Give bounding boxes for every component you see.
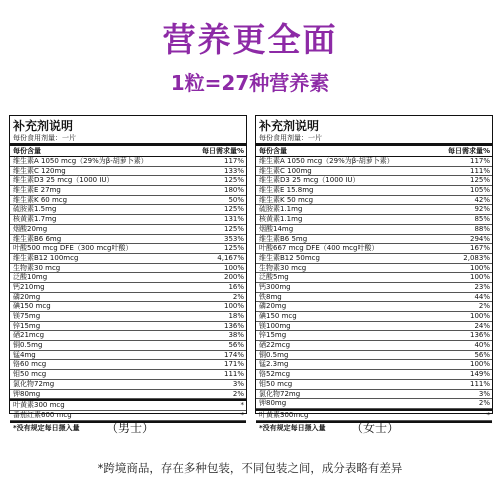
nutrient-daily-value: 42% xyxy=(474,195,490,204)
headline: 营养更全面 xyxy=(162,20,338,59)
nutrient-name: 番茄红素600 mcg xyxy=(13,410,72,419)
nutrient-row xyxy=(256,293,492,303)
nutrient-daily-value: 117% xyxy=(469,157,490,165)
nutrient-daily-value: 174% xyxy=(223,350,244,359)
nutrient-name: 生物素30 mcg xyxy=(13,263,61,272)
nutrient-name: 铁8mg xyxy=(259,292,282,301)
nutrient-row xyxy=(256,312,492,322)
nutrient-name: 氯化物72mg xyxy=(13,379,55,388)
nutrient-name: 维生素B12 100mcg xyxy=(13,253,79,262)
nutrient-name: 硒21mcg xyxy=(13,331,45,340)
nutrient-row xyxy=(256,283,492,293)
nutrient-name: 烟酸14mg xyxy=(259,224,294,233)
nutrient-row xyxy=(10,341,246,351)
nutrient-row xyxy=(256,264,492,274)
nutrient-daily-value: 85% xyxy=(474,215,490,224)
nutrient-daily-value: 111% xyxy=(223,370,244,379)
column-header xyxy=(256,146,492,157)
nutrient-daily-value: 2% xyxy=(232,292,244,301)
column-daily-value: 每日需求量% xyxy=(447,147,490,155)
nutrient-name: 叶酸500 mcg DFE（300 mcg叶酸） xyxy=(13,244,133,253)
nutrient-row xyxy=(256,205,492,215)
nutrient-name: 磷20mg xyxy=(259,302,287,311)
nutrient-name: 钾80mg xyxy=(259,399,287,408)
nutrient-name: 叶酸667 mcg DFE（400 mcg叶酸） xyxy=(259,244,379,253)
nutrient-name: 铜0.5mg xyxy=(259,350,289,359)
nutrient-name: 钙210mg xyxy=(13,282,45,291)
nutrient-row xyxy=(10,254,246,264)
nutrient-row xyxy=(10,370,246,380)
nutrient-row xyxy=(256,186,492,196)
nutrient-name: 锰2.3mg xyxy=(259,360,289,369)
footnote: *没有规定每日摄入量 xyxy=(10,421,246,434)
nutrient-name: 碘150 mcg xyxy=(13,302,51,311)
nutrient-row xyxy=(10,322,246,332)
caption-female: （女士） xyxy=(351,421,400,435)
nutrient-name: 维生素B6 5mg xyxy=(259,234,308,243)
nutrient-daily-value: 111% xyxy=(469,379,490,388)
nutrient-row xyxy=(10,235,246,245)
nutrient-name: 钼50 mcg xyxy=(13,370,47,379)
nutrient-daily-value: 2,083% xyxy=(463,253,490,262)
nutrient-row xyxy=(10,302,246,312)
nutrient-row xyxy=(10,167,246,177)
nutrient-daily-value: 125% xyxy=(223,176,244,185)
nutrient-daily-value: 92% xyxy=(474,205,490,214)
nutrient-row xyxy=(10,331,246,341)
nutrient-row xyxy=(256,225,492,235)
nutrient-row xyxy=(10,351,246,361)
nutrient-name: 铜0.5mg xyxy=(13,341,43,350)
nutrient-daily-value: 24% xyxy=(474,321,490,330)
nutrient-row xyxy=(10,399,246,411)
column-header xyxy=(10,146,246,157)
nutrient-row xyxy=(256,235,492,245)
nutrient-row xyxy=(10,312,246,322)
nutrient-daily-value: 125% xyxy=(223,205,244,214)
nutrient-daily-value: 4,167% xyxy=(217,253,244,262)
nutrient-daily-value: 149% xyxy=(469,370,490,379)
nutrient-row xyxy=(10,360,246,370)
nutrient-row xyxy=(256,399,492,409)
nutrient-rows xyxy=(256,157,492,421)
nutrient-daily-value: 2% xyxy=(232,389,244,398)
nutrient-row xyxy=(256,380,492,390)
nutrient-row xyxy=(256,273,492,283)
nutrient-daily-value: 16% xyxy=(228,282,244,291)
nutrient-name: 核黄素1.7mg xyxy=(13,215,57,224)
nutrient-daily-value: 100% xyxy=(223,302,244,311)
nutrient-name: 硫胺素1.1mg xyxy=(259,205,303,214)
nutrient-row xyxy=(10,264,246,274)
nutrient-row xyxy=(10,390,246,400)
nutrient-daily-value: * xyxy=(240,410,244,419)
nutrient-name: 碘150 mcg xyxy=(259,312,297,320)
nutrient-row xyxy=(256,196,492,206)
nutrient-name: 钾80mg xyxy=(13,389,41,398)
nutrient-name: 硒22mcg xyxy=(259,341,291,350)
nutrient-row xyxy=(256,341,492,351)
nutrient-row xyxy=(256,254,492,264)
serving-size: 每份食用剂量：一片 xyxy=(256,134,492,146)
nutrient-name: 维生素B6 6mg xyxy=(13,234,62,243)
nutrient-daily-value: 294% xyxy=(469,234,490,243)
nutrient-row xyxy=(256,215,492,225)
nutrient-name: 维生素C 100mg xyxy=(259,166,312,175)
nutrient-name: 泛酸5mg xyxy=(259,273,289,282)
nutrient-daily-value: 167% xyxy=(469,244,490,253)
nutrient-row xyxy=(256,302,492,312)
nutrient-row xyxy=(256,390,492,400)
nutrient-daily-value: 38% xyxy=(228,331,244,340)
nutrient-name: 维生素C 120mg xyxy=(13,166,66,175)
nutrient-name: 维生素D3 25 mcg（1000 IU） xyxy=(13,176,114,185)
nutrient-daily-value: 56% xyxy=(474,350,490,359)
nutrient-daily-value: 105% xyxy=(469,186,490,195)
nutrient-daily-value: 3% xyxy=(478,389,490,398)
caption-male: （男士） xyxy=(106,421,155,435)
nutrient-name: 维生素D3 25 mcg（1000 IU） xyxy=(259,176,360,185)
nutrient-daily-value: 3% xyxy=(232,379,244,388)
nutrient-daily-value: 136% xyxy=(223,321,244,330)
nutrient-daily-value: 88% xyxy=(474,224,490,233)
nutrient-daily-value: 50% xyxy=(228,195,244,204)
nutrient-row xyxy=(10,293,246,303)
nutrient-daily-value: 200% xyxy=(223,273,244,282)
nutrient-row xyxy=(256,360,492,370)
nutrient-daily-value: 18% xyxy=(228,312,244,320)
nutrient-name: 叶黄素300 mcg xyxy=(13,401,65,410)
nutrient-name: 维生素E 15.8mg xyxy=(259,186,314,195)
nutrient-daily-value: 133% xyxy=(223,166,244,175)
nutrient-name: 锰4mg xyxy=(13,350,36,359)
column-amount: 每份含量 xyxy=(259,147,287,155)
nutrient-row xyxy=(10,380,246,390)
nutrient-row xyxy=(10,273,246,283)
nutrient-row xyxy=(10,205,246,215)
nutrient-row xyxy=(256,176,492,186)
nutrient-name: 核黄素1.1mg xyxy=(259,215,303,224)
nutrient-daily-value: 353% xyxy=(223,234,244,243)
nutrient-daily-value: 2% xyxy=(478,399,490,408)
nutrient-daily-value: 125% xyxy=(223,244,244,253)
nutrient-daily-value: 125% xyxy=(223,224,244,233)
nutrient-name: 镁75mg xyxy=(13,312,41,320)
nutrient-row xyxy=(256,157,492,167)
nutrient-row xyxy=(256,331,492,341)
nutrient-row xyxy=(10,196,246,206)
nutrient-name: 维生素A 1050 mcg（29%为β-胡萝卜素） xyxy=(259,157,394,165)
nutrient-row xyxy=(10,283,246,293)
nutrient-daily-value: * xyxy=(486,410,490,419)
nutrient-name: 磷20mg xyxy=(13,292,41,301)
panel-title: 补充剂说明 xyxy=(259,119,320,133)
nutrient-name: 维生素A 1050 mcg（29%为β-胡萝卜素） xyxy=(13,157,148,165)
nutrient-row xyxy=(10,215,246,225)
nutrient-daily-value: 180% xyxy=(223,186,244,195)
nutrient-name: 泛酸10mg xyxy=(13,273,48,282)
column-daily-value: 每日需求量% xyxy=(201,147,244,155)
nutrient-name: 钙300mg xyxy=(259,282,291,291)
nutrient-daily-value: 100% xyxy=(469,312,490,320)
nutrient-name: 维生素B12 50mcg xyxy=(259,253,320,262)
nutrient-row xyxy=(256,370,492,380)
nutrient-daily-value: * xyxy=(240,401,244,410)
nutrient-daily-value: 100% xyxy=(223,263,244,272)
nutrient-name: 维生素K 50 mcg xyxy=(259,195,314,204)
nutrient-name: 维生素K 60 mcg xyxy=(13,195,68,204)
column-amount: 每份含量 xyxy=(13,147,41,155)
nutrient-name: 铬60 mcg xyxy=(13,360,47,369)
nutrient-name: 铬52mcg xyxy=(259,370,291,379)
nutrient-daily-value: 100% xyxy=(469,360,490,369)
nutrient-daily-value: 56% xyxy=(228,341,244,350)
nutrient-name: 维生素E 27mg xyxy=(13,186,61,195)
nutrient-name: 生物素30 mcg xyxy=(259,263,307,272)
nutrient-rows xyxy=(10,157,246,421)
nutrient-daily-value: 171% xyxy=(223,360,244,369)
packaging-note: *跨境商品，存在多种包装，不同包装之间，成分表略有差异 xyxy=(97,461,403,475)
nutrient-daily-value: 40% xyxy=(474,341,490,350)
nutrient-row xyxy=(256,351,492,361)
nutrient-row xyxy=(256,167,492,177)
nutrient-daily-value: 136% xyxy=(469,331,490,340)
nutrient-row xyxy=(10,186,246,196)
panel-title: 补充剂说明 xyxy=(13,119,74,133)
nutrient-daily-value: 117% xyxy=(223,157,244,165)
nutrient-daily-value: 100% xyxy=(469,263,490,272)
nutrient-daily-value: 125% xyxy=(469,176,490,185)
nutrient-daily-value: 44% xyxy=(474,292,490,301)
nutrient-name: 钼50 mcg xyxy=(259,379,293,388)
nutrient-name: 锌15mg xyxy=(13,321,41,330)
nutrient-name: 氯化物72mg xyxy=(259,389,301,398)
nutrient-name: 烟酸20mg xyxy=(13,224,48,233)
serving-size: 每份食用剂量：一片 xyxy=(10,134,246,146)
nutrient-row xyxy=(256,322,492,332)
nutrient-name: 硫胺素1.5mg xyxy=(13,205,57,214)
nutrient-row xyxy=(10,157,246,167)
nutrient-name: 镁100mg xyxy=(259,321,291,330)
nutrient-daily-value: 2% xyxy=(478,302,490,311)
nutrient-daily-value: 131% xyxy=(223,215,244,224)
nutrient-row xyxy=(256,244,492,254)
nutrient-daily-value: 111% xyxy=(469,166,490,175)
nutrient-daily-value: 100% xyxy=(469,273,490,282)
nutrient-name: 叶黄素300mcg xyxy=(259,410,309,419)
nutrient-row xyxy=(10,176,246,186)
footnote: *没有规定每日摄入量 xyxy=(256,421,492,434)
nutrient-row xyxy=(10,225,246,235)
nutrient-name: 锌15mg xyxy=(259,331,287,340)
nutrient-row xyxy=(10,244,246,254)
nutrient-daily-value: 23% xyxy=(474,282,490,291)
subline: 1粒=27种营养素 xyxy=(170,71,330,95)
